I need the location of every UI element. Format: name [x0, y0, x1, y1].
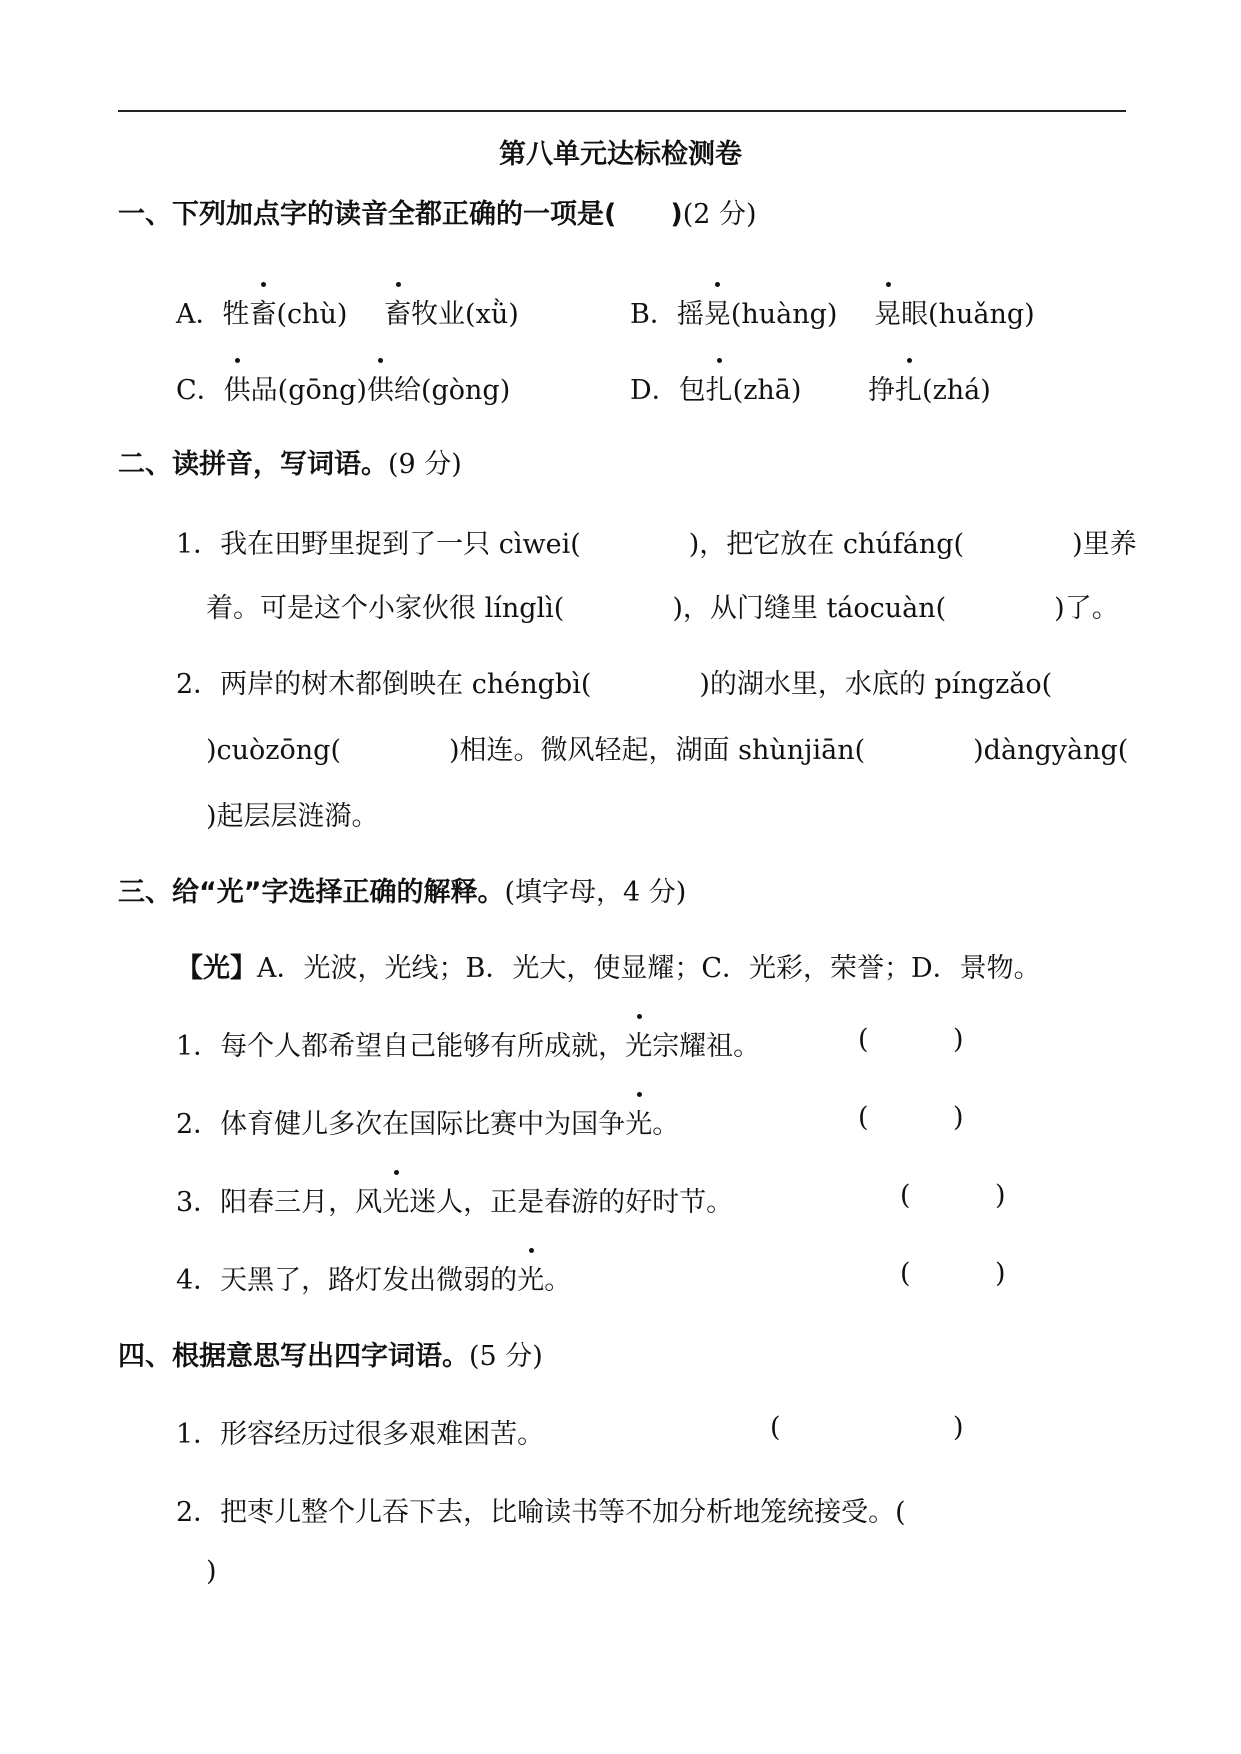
answer-paren-open: ( [770, 1412, 781, 1443]
item-text: 1．每个人都希望自己能够有所成就， [176, 1031, 626, 1062]
answer-paren-close: ) [953, 1412, 964, 1443]
option-b-text: 眼(huǎng) [901, 299, 1035, 330]
section-2-line-4: )cuòzōng( )相连。微风轻起，湖面 shùnjiān( )dàngyàng( [206, 735, 1129, 766]
option-d-label: D． [630, 375, 679, 406]
dotted-char: 扎 [706, 368, 733, 407]
section-2-line-5: )起层层涟漪。 [206, 801, 379, 832]
answer-paren-close: ) [995, 1180, 1006, 1211]
section-2-score: (9 分) [388, 449, 462, 480]
option-c-text: 给(gòng) [393, 375, 511, 406]
option-a-text: (chù) [276, 299, 348, 330]
section-3-text: 三、给“光”字选择正确的解释。 [118, 877, 505, 908]
section-4-score: (5 分) [469, 1341, 543, 1372]
dotted-char: 供 [224, 368, 251, 407]
answer-paren-open: ( [858, 1024, 869, 1055]
section-4-heading [118, 1334, 543, 1373]
section-2-line-3: 2．两岸的树木都倒映在 chéngbì( )的湖水里，水底的 píngzǎo( [176, 669, 1053, 700]
option-a-label: A． [176, 299, 223, 330]
option-a-text: 牲 [222, 299, 250, 330]
item-text: 2．体育健儿多次在国际比赛中为国争 [176, 1109, 626, 1140]
section-3-heading [118, 870, 686, 909]
option-c-text: 品(gōng) [250, 375, 367, 406]
answer-paren-close: ) [995, 1258, 1006, 1289]
answer-paren-open: ( [858, 1102, 869, 1133]
page-title: 第八单元达标检测卷 [499, 139, 742, 170]
definition-text: A．光波，光线；B．光大，使显耀；C．光彩，荣誉；D．景物。 [257, 953, 1041, 984]
option-d-text: 包 [678, 375, 706, 406]
option-b-label: B． [630, 299, 677, 330]
section-2-line-1: 1．我在田野里捉到了一只 cìwei( )，把它放在 chúfáng( )里养 [176, 529, 1137, 560]
dotted-char: 光 [625, 1102, 652, 1141]
option-d-text: (zhá) [922, 375, 991, 406]
option-d [630, 368, 991, 407]
answer-paren-open: ( [900, 1258, 911, 1289]
dotted-char: 光 [382, 1180, 409, 1219]
item-text: 3．阳春三月，风 [176, 1187, 383, 1218]
section-3-item-2 [176, 1102, 679, 1141]
option-a-text: 牧业(xǜ) [411, 299, 519, 330]
item-text: 迷人，正是春游的好时节。 [409, 1187, 734, 1218]
dotted-char: 光 [625, 1024, 652, 1063]
section-3-item-1 [176, 1024, 760, 1063]
section-3-item-4 [176, 1258, 571, 1297]
section-1-heading [118, 192, 757, 231]
section-3-score: (填字母，4 分) [504, 877, 687, 908]
item-text: 。 [544, 1265, 572, 1296]
section-1-score: (2 分) [682, 199, 757, 230]
option-b-text: 摇 [676, 299, 704, 330]
option-c [176, 368, 510, 407]
section-3-item-3 [176, 1180, 733, 1219]
dotted-char: 晃 [874, 292, 901, 331]
section-2-heading [118, 442, 462, 481]
item-text: 4．天黑了，路灯发出微弱的 [176, 1265, 518, 1296]
definition-label: 【光】 [176, 953, 257, 984]
dotted-char: 晃 [704, 292, 731, 331]
answer-paren-open: ( [900, 1180, 911, 1211]
answer-paren-close: ) [953, 1024, 964, 1055]
dotted-char: 扎 [895, 368, 922, 407]
section-2-line-2: 着。可是这个小家伙很 línglì( )，从门缝里 táocuàn( )了。 [206, 593, 1119, 624]
section-4-item-1: 1．形容经历过很多艰难困苦。 [176, 1419, 545, 1450]
item-text: 宗耀祖。 [652, 1031, 761, 1062]
dotted-char: 供 [367, 368, 394, 407]
definition-line [176, 946, 1041, 985]
option-d-text: (zhā) [732, 375, 802, 406]
section-4-item-2-cont: ) [206, 1556, 217, 1587]
item-text: 。 [652, 1109, 680, 1140]
option-a [176, 292, 519, 331]
header-rule [118, 110, 1126, 112]
dotted-char: 畜 [384, 292, 411, 331]
option-b [630, 292, 1035, 331]
dotted-char: 光 [517, 1258, 544, 1297]
section-1-text: 一、下列加点字的读音全都正确的一项是( ) [118, 199, 683, 230]
dotted-char: 畜 [250, 292, 277, 331]
section-4-text: 四、根据意思写出四字词语。 [118, 1341, 469, 1372]
answer-paren-close: ) [953, 1102, 964, 1133]
option-b-text: (huàng) [730, 299, 838, 330]
section-2-text: 二、读拼音，写词语。 [118, 449, 388, 480]
section-4-item-2: 2．把枣儿整个儿吞下去，比喻读书等不加分析地笼统接受。( [176, 1497, 906, 1528]
option-c-label: C． [176, 375, 224, 406]
option-d-text: 挣 [868, 375, 896, 406]
